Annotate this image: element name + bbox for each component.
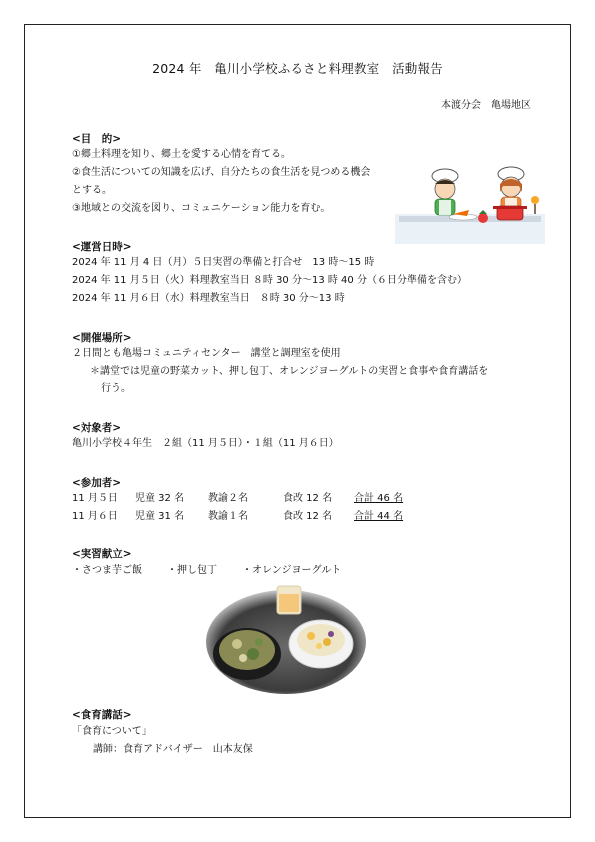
venue-heading: <開催場所> bbox=[72, 332, 132, 344]
venue-line: ２日間とも亀場コミュニティセンター 講堂と調理室を使用 bbox=[72, 348, 341, 359]
schedule-line-1: 2024 年 11 月 4 日（月）５日実習の準備と打合せ 13 時～15 時 bbox=[72, 257, 375, 268]
participants-row-2-total: 合計 44 名 bbox=[354, 511, 404, 522]
lecture-lecturer: 講師：食育アドバイザー 山本友保 bbox=[93, 744, 253, 755]
purpose-line-3: とする。 bbox=[72, 185, 112, 196]
purpose-line-2: ②食生活についての知識を広げ、自分たちの食生活を見つめる機会 bbox=[72, 167, 371, 178]
participants-row-2-date: 11 月６日 bbox=[72, 511, 118, 522]
participants-row-1-volunteers: 食改 12 名 bbox=[283, 493, 333, 504]
venue-note-2: 行う。 bbox=[101, 383, 131, 394]
participants-row-1-date: 11 月５日 bbox=[72, 493, 118, 504]
cooking-children-illustration bbox=[395, 162, 545, 244]
schedule-heading: <運営日時> bbox=[72, 241, 132, 253]
menu-heading: <実習献立> bbox=[72, 548, 132, 560]
lecture-title: 「食育について」 bbox=[72, 726, 152, 737]
lecture-heading: <食育講話> bbox=[72, 709, 132, 721]
participants-row-1-teachers: 教諭２名 bbox=[208, 493, 248, 504]
meal-photo bbox=[205, 582, 367, 694]
participants-row-2-volunteers: 食改 12 名 bbox=[283, 511, 333, 522]
venue-note-1: ＊講堂では児童の野菜カット、押し包丁、オレンジヨーグルトの実習と食事や食育講話を bbox=[90, 366, 489, 377]
organization-label: 本渡分会 亀場地区 bbox=[441, 100, 531, 111]
menu-item-1: ・さつま芋ご飯 bbox=[72, 565, 142, 576]
menu-item-3: ・オレンジヨーグルト bbox=[242, 565, 342, 576]
participants-row-2-children: 児童 31 名 bbox=[135, 511, 185, 522]
purpose-heading: <目 的> bbox=[72, 133, 122, 145]
target-heading: <対象者> bbox=[72, 422, 122, 434]
menu-item-2: ・押し包丁 bbox=[167, 565, 217, 576]
participants-row-1-children: 児童 32 名 bbox=[135, 493, 185, 504]
participants-heading: <参加者> bbox=[72, 477, 122, 489]
page-title: 2024 年 亀川小学校ふるさと料理教室 活動報告 bbox=[152, 61, 443, 76]
purpose-line-1: ①郷土料理を知り、郷土を愛する心情を育てる。 bbox=[72, 149, 291, 160]
participants-row-1-total: 合計 46 名 bbox=[354, 493, 404, 504]
target-line: 亀川小学校４年生 ２組（11 月５日）・１組（11 月６日） bbox=[72, 438, 339, 449]
schedule-line-3: 2024 年 11 月６日（水）料理教室当日 ８時 30 分～13 時 bbox=[72, 293, 345, 304]
purpose-line-4: ③地域との交流を図り、コミュニケーション能力を育む。 bbox=[72, 203, 331, 214]
participants-row-2-teachers: 教諭１名 bbox=[208, 511, 248, 522]
schedule-line-2: 2024 年 11 月５日（火）料理教室当日 ８時 30 分～13 時 40 分（６日分準備を含む） bbox=[72, 275, 467, 286]
